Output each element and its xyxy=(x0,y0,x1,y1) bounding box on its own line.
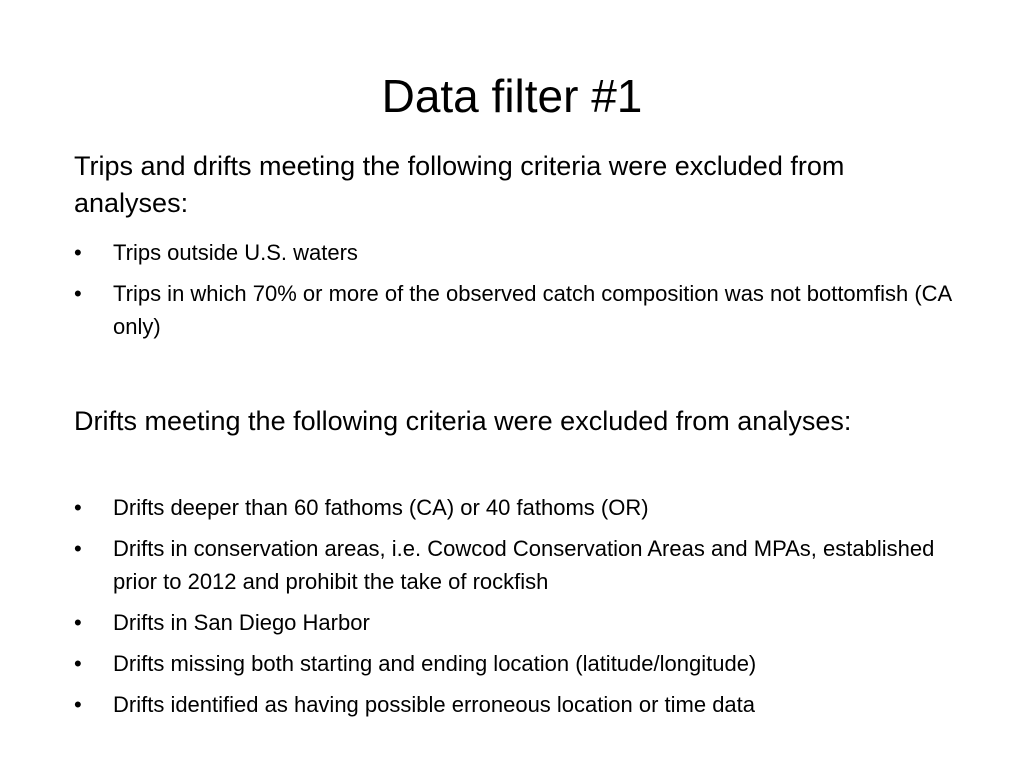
slide-title: Data filter #1 xyxy=(381,70,643,122)
bullet-text: Drifts in conservation areas, i.e. Cowcod Conservation Areas and MPAs, established prior to 2012 and prohibit the take of rockfish xyxy=(113,536,935,594)
bullet-item xyxy=(74,236,954,269)
bullet-icon: • xyxy=(74,281,82,306)
bullet-icon: • xyxy=(74,536,82,561)
section-heading-drifts: Drifts meeting the following criteria were excluded from analyses: xyxy=(74,406,852,436)
bullet-icon: • xyxy=(74,240,82,265)
bullet-item xyxy=(74,688,954,721)
bullet-item xyxy=(74,532,954,598)
bullet-item xyxy=(74,647,954,680)
bullet-text: Drifts missing both starting and ending location (latitude/longitude) xyxy=(113,651,757,676)
bullet-list-drifts xyxy=(74,491,954,729)
bullet-item xyxy=(74,606,954,639)
bullet-icon: • xyxy=(74,610,82,635)
bullet-item xyxy=(74,277,954,343)
bullet-text: Drifts identified as having possible erroneous location or time data xyxy=(113,692,756,717)
bullet-icon: • xyxy=(74,495,82,520)
section-heading-trips-drifts: Trips and drifts meeting the following criteria were excluded from analyses: xyxy=(74,151,845,218)
bullet-text: Trips outside U.S. waters xyxy=(113,240,358,265)
bullet-text: Drifts deeper than 60 fathoms (CA) or 40 fathoms (OR) xyxy=(113,495,649,520)
bullet-list-trips xyxy=(74,236,954,351)
bullet-icon: • xyxy=(74,651,82,676)
bullet-text: Trips in which 70% or more of the observed catch composition was not bottomfish (CA only) xyxy=(113,281,952,339)
bullet-text: Drifts in San Diego Harbor xyxy=(113,610,370,635)
bullet-icon: • xyxy=(74,692,82,717)
bullet-item xyxy=(74,491,954,524)
